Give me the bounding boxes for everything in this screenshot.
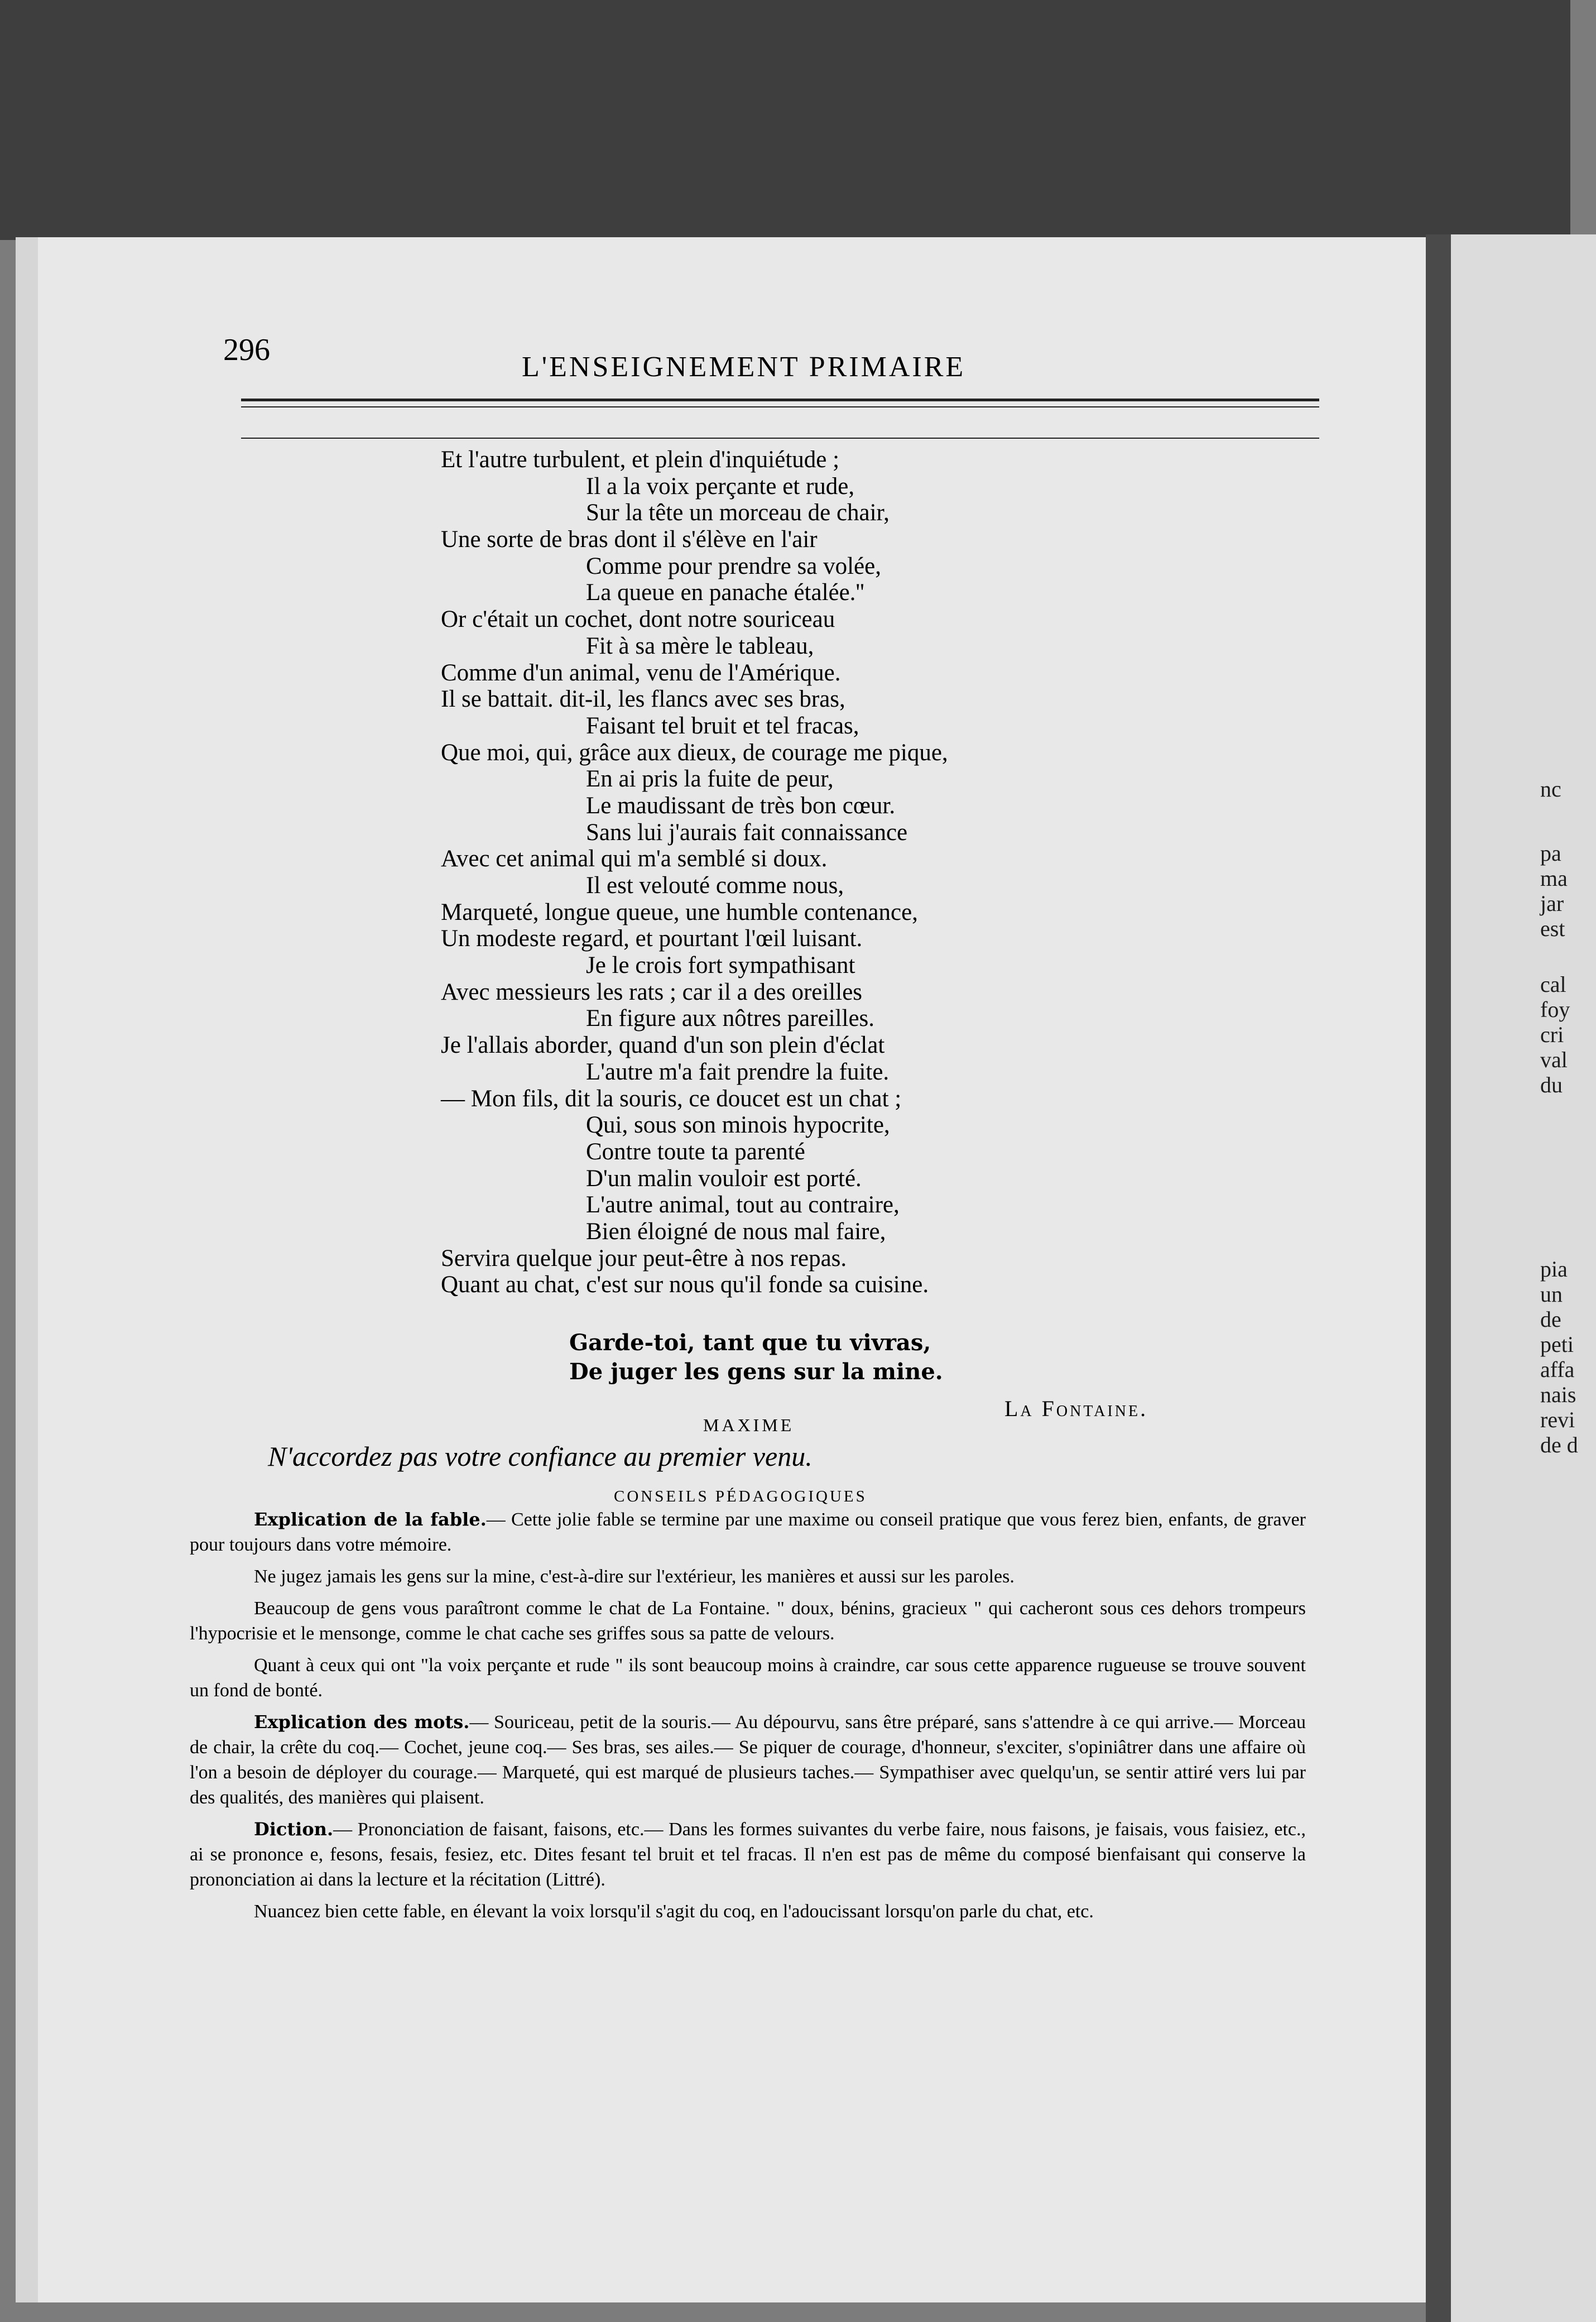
poem-line: Il a la voix perçante et rude,: [586, 473, 855, 500]
note-text: — Souriceau, petit de la souris.— Au dépourvu, sans être préparé, sans s'attendre à ce qui arrive.— Morceau de chair, la crête du coq.— Cochet, jeune coq.— Ses bras, ses ailes.— Se piquer de courage, d'honneur, s'exciter, s'opiniâtrer dans une affaire où l'on a besoin de déployer du courage.— Marqueté, qui est marqué de plusieurs taches.— Sympathiser avec quelqu'un, se sentir attiré vers lui par des qualités, des manières qui plaisent.: [190, 1712, 1306, 1808]
header-rule-thin: [241, 406, 1319, 407]
note-paragraph: [190, 1596, 1306, 1646]
poem-line: Qui, sous son minois hypocrite,: [586, 1112, 890, 1139]
facing-page-fragment: est: [1540, 916, 1565, 941]
poem-line: Sans lui j'aurais fait connaissance: [586, 819, 908, 846]
poem-line: Quant au chat, c'est sur nous qu'il fonde sa cuisine.: [441, 1272, 929, 1298]
facing-page-fragment: foy: [1540, 997, 1570, 1022]
poem-line: Il se battait. dit-il, les flancs avec ses bras,: [441, 686, 845, 713]
pedagogical-notes: [190, 1507, 1306, 1931]
note-paragraph: [190, 1507, 1306, 1557]
background-dark-top: [0, 0, 1570, 240]
running-title: L'ENSEIGNEMENT PRIMAIRE: [522, 351, 966, 383]
poem-line: Sur la tête un morceau de chair,: [586, 500, 890, 526]
poem-line: — Mon fils, dit la souris, ce doucet est un chat ;: [441, 1085, 902, 1112]
poem-line: Fit à sa mère le tableau,: [586, 632, 814, 659]
page-edge: [16, 237, 38, 2302]
poem-line: L'autre m'a fait prendre la fuite.: [586, 1058, 890, 1085]
facing-page-fragment: revi: [1540, 1407, 1575, 1432]
poem-line: La queue en panache étalée.'': [586, 579, 864, 606]
facing-page-fragment: pa: [1540, 841, 1561, 866]
facing-page-fragment: val: [1540, 1047, 1568, 1072]
facing-page-fragment: de: [1540, 1307, 1561, 1332]
poem-line: Marqueté, longue queue, une humble contenance,: [441, 899, 918, 925]
facing-page-fragment: nc: [1540, 776, 1561, 802]
poem-line: L'autre animal, tout au contraire,: [586, 1192, 900, 1218]
note-paragraph: [190, 1817, 1306, 1892]
poem-line: Bien éloigné de nous mal faire,: [586, 1218, 886, 1245]
note-heading: Explication des mots.: [254, 1711, 470, 1733]
poem-line: Un modeste regard, et pourtant l'œil luisant.: [441, 925, 863, 952]
maxime-heading: MAXIME: [703, 1415, 795, 1435]
poem-line: Faisant tel bruit et tel fracas,: [586, 712, 859, 739]
poem-line: Je le crois fort sympathisant: [586, 952, 855, 979]
poem-line: Une sorte de bras dont il s'élève en l'air: [441, 526, 818, 553]
poem-line: Le maudissant de très bon cœur.: [586, 792, 896, 819]
facing-page-fragment: pia: [1540, 1256, 1568, 1282]
poem-line: En ai pris la fuite de peur,: [586, 766, 834, 793]
poem-line: Comme d'un animal, venu de l'Amérique.: [441, 659, 841, 686]
facing-page-fragment: nais: [1540, 1382, 1576, 1407]
conseils-heading: CONSEILS PÉDAGOGIQUES: [614, 1488, 867, 1505]
note-heading: Explication de la fable.: [254, 1509, 487, 1530]
facing-page-fragment: ma: [1540, 866, 1568, 891]
moral-line: Garde-toi, tant que tu vivras,: [569, 1330, 931, 1356]
poem-line: Comme pour prendre sa volée,: [586, 553, 881, 579]
poem-line: D'un malin vouloir est porté.: [586, 1165, 862, 1192]
note-text: — Prononciation de faisant, faisons, etc.— Dans les formes suivantes du verbe faire, nous faisons, je faisais, vous faisiez, etc., ai se prononce e, fesons, fesais, fesiez, etc. Dites fesant tel bruit et tel fracas. Il n'en est pas de même du composé bienfaisant qui conserve la prononciation ai dans la lecture et la récitation (Littré).: [190, 1819, 1306, 1890]
moral-line: De juger les gens sur la mine.: [569, 1359, 943, 1385]
poem-line: Je l'allais aborder, quand d'un son plein d'éclat: [441, 1032, 885, 1059]
note-text: Quant à ceux qui ont "la voix perçante et rude " ils sont beaucoup moins à craindre, car sous cette apparence rugueuse se trouve souvent un fond de bonté.: [190, 1655, 1306, 1701]
poem-line: Avec cet animal qui m'a semblé si doux.: [441, 846, 828, 872]
page-number: 296: [223, 333, 270, 367]
facing-page-fragment: un: [1540, 1282, 1563, 1307]
note-text: Beaucoup de gens vous paraîtront comme le chat de La Fontaine. " doux, bénins, gracieux " qui cacheront sous ces dehors trompeurs l'hypocrisie et le mensonge, comme le chat cache ses griffes sous sa patte de velours.: [190, 1598, 1306, 1644]
note-paragraph: [190, 1899, 1306, 1924]
moral: [569, 1328, 943, 1387]
facing-page: [1451, 234, 1596, 2322]
facing-page-fragment: cri: [1540, 1022, 1564, 1047]
note-text: Nuancez bien cette fable, en élevant la voix lorsqu'il s'agit du coq, en l'adoucissant lorsqu'on parle du chat, etc.: [254, 1901, 1094, 1922]
poem-line: Or c'était un cochet, dont notre souriceau: [441, 606, 835, 633]
facing-page-fragment: du: [1540, 1072, 1563, 1097]
header-rule-bottom: [241, 438, 1319, 439]
poem-line: Avec messieurs les rats ; car il a des oreilles: [441, 978, 863, 1005]
poem-line: Et l'autre turbulent, et plein d'inquiétude ;: [441, 447, 840, 473]
note-paragraph: [190, 1653, 1306, 1703]
poem-line: Contre toute ta parenté: [586, 1138, 805, 1165]
note-text: — Cette jolie fable se termine par une maxime ou conseil pratique que vous ferez bien, enfants, de graver pour toujours dans votre mémoire.: [190, 1509, 1306, 1555]
facing-page-fragment: de d: [1540, 1432, 1578, 1457]
facing-page-fragment: affa: [1540, 1357, 1575, 1382]
note-heading: Diction.: [254, 1819, 334, 1840]
note-paragraph: [190, 1564, 1306, 1589]
poem-line: Que moi, qui, grâce aux dieux, de courage me pique,: [441, 739, 948, 766]
author: La Fontaine.: [1004, 1396, 1148, 1421]
facing-page-fragment: cal: [1540, 972, 1566, 997]
poem-line: En figure aux nôtres pareilles.: [586, 1005, 875, 1032]
poem: [441, 447, 1278, 1298]
poem-line: Servira quelque jour peut-être à nos repas.: [441, 1245, 847, 1272]
note-paragraph: [190, 1710, 1306, 1810]
facing-page-fragment: peti: [1540, 1332, 1574, 1357]
poem-line: Il est velouté comme nous,: [586, 872, 844, 899]
header-rule-thick: [241, 399, 1319, 401]
note-text: Ne jugez jamais les gens sur la mine, c'est-à-dire sur l'extérieur, les manières et aussi sur les paroles.: [254, 1566, 1015, 1587]
maxime-text: N'accordez pas votre confiance au premier venu.: [268, 1441, 813, 1472]
facing-page-fragment: jar: [1540, 891, 1564, 916]
